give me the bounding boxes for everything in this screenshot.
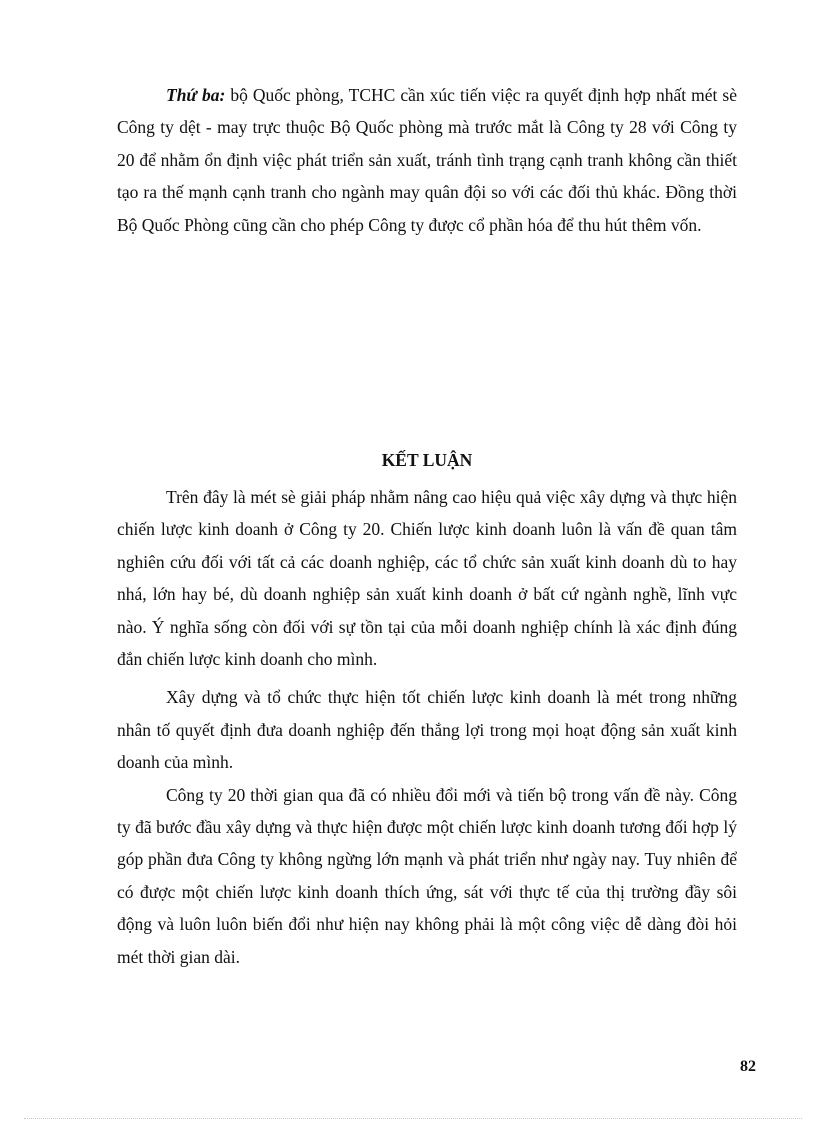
intro-text: bộ Quốc phòng, TCHC cần xúc tiến việc ra quyết định hợp nhất mét sè Công ty dệt - may trực thuộc Bộ Quốc phòng mà trước mắt là Công ty 28 với Công ty 20 để nhằm ổn định việc phát triển sản xuất, tránh tình trạng cạnh tranh không cần thiết tạo ra thế mạnh cạnh tranh cho ngành may quân đội so với các đối thủ khác. Đồng thời Bộ Quốc Phòng cũng cần cho phép Công ty được cổ phần hóa để thu hút thêm vốn. [117,85,737,235]
conclusion-paragraph-1: Trên đây là mét sè giải pháp nhằm nâng cao hiệu quả việc xây dựng và thực hiện chiến lược kinh doanh ở Công ty 20. Chiến lược kinh doanh luôn là vấn đề quan tâm nghiên cứu đối với tất cả các doanh nghiệp, các tổ chức sản xuất kinh doanh dù to hay nhá, lớn hay bé, dù doanh nghiệp sản xuất kinh doanh ở bất cứ ngành nghề, lĩnh vực nào. Ý nghĩa sống còn đối với sự tồn tại của mỗi doanh nghiệp chính là xác định đúng đắn chiến lược kinh doanh cho mình. [117,487,737,670]
conclusion-paragraph-3: Công ty 20 thời gian qua đã có nhiều đổi mới và tiến bộ trong vấn đề này. Công ty đã bước đầu xây dựng và thực hiện được một chiến lược kinh doanh tương đối hợp lý góp phần đưa Công ty không ngừng lớn mạnh và phát triển như ngày nay. Tuy nhiên để có được một chiến lược kinh doanh thích ứng, sát với thực tế của thị trường đầy sôi động và luôn luôn biến đổi như hiện nay không phải là một công việc dễ dàng đòi hỏi mét thời gian dài. [117,784,737,967]
conclusion-paragraph-2: Xây dựng và tổ chức thực hiện tốt chiến lược kinh doanh là mét trong những nhân tố quyết định đưa doanh nghiệp đến thắng lợi trong mọi hoạt động sản xuất kinh doanh của mình. [117,687,737,773]
conclusion-heading: KẾT LUẬN [381,450,473,470]
page-number: 82 [740,1058,756,1075]
intro-lead: Thứ ba: [166,85,226,105]
intro-paragraph [117,79,737,241]
conclusion-section [117,481,737,973]
intro-section [117,79,737,241]
page-bottom-rule [24,1118,802,1119]
